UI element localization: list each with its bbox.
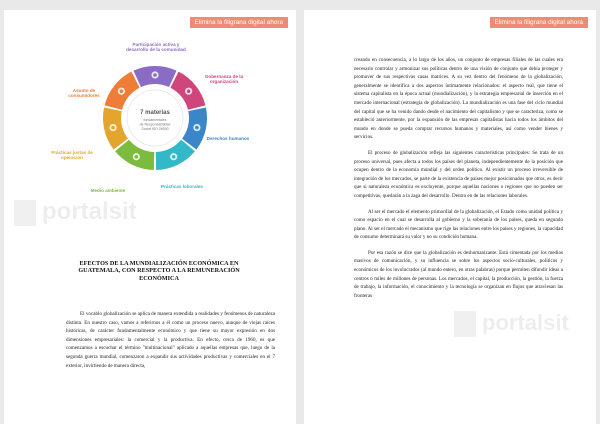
segment-label: Participación activa y desarrollo de la comunidad: [126, 42, 186, 53]
segment-label: Medio ambiente: [90, 188, 126, 193]
segment-label: Prácticas laborales: [161, 184, 203, 189]
watermark-mark-icon: [454, 311, 476, 337]
remove-watermark-button[interactable]: Elimina la filigrana digital ahora: [190, 17, 288, 28]
segment-icon-dot: [187, 89, 191, 93]
materias-wheel: [51, 36, 250, 206]
wheel-center-subtitle: Social ISO 26000: [141, 126, 169, 131]
watermark-text: portalsit: [42, 198, 137, 225]
wheel-center-title: 7 materias: [140, 110, 170, 116]
remove-watermark-button[interactable]: Elimina la filigrana digital ahora: [490, 17, 588, 28]
watermark-text: portalsit: [482, 310, 569, 335]
segment-icon-dot: [111, 126, 115, 130]
right-paragraph-3: Al ser el mercado el elemento primordial de la globalización, el Estado como unidad política y como espacio en el cual se desarrolla al gobierno y la soberanía de los países, queda en segundo plano. Al ser el mercado el mecanismo que rige las relaciones entre los países y regiones, la capacidad de consumo determinará su valor y no su condición humana.: [354, 208, 563, 241]
right-paragraph-1: creando en consecuencia, a lo largo de los años, un conjunto de empresas filiales de las cuales era necesario controlar y armonizar sus políticas dentro de una visión de conjunto que debía proteger y promover de sus respectivas casas matrices. A su vez dentro del fenómeno de la globalización, generalmente se identifica a dos aspectos íntimamente relacionados: el aspecto real, que tiene el sistema capitalista en la época actual (mundialización), y la estrategia empresarial de inserción en el mercado internacional (estrategia de globalización). La mundialización es una fase del ciclo mundial del capital que se ha venido dando desde el nacimiento del capitalismo y que se caracteriza, como se estableció anteriormente, por la expansión de las empresas capitalistas hacia todos los ámbitos del mundo en donde se pueda comprar recursos humanos y materiales, así como vender bienes y servicios.: [354, 57, 563, 141]
wheel-center-subtitle: de Responsabilidad: [139, 122, 171, 127]
segment-icon-dot: [153, 73, 157, 77]
segment-label: Asunto de consumidores: [68, 88, 100, 99]
segment-label: Gobernanza de la organización: [204, 74, 244, 85]
segment-icon-dot: [195, 126, 199, 130]
left-paragraph-1: El vocablo globalización se aplica de manera extendida a realidades y fenómenos de naturaleza distinta. En nuestro caso, vamos a referirnos a él como un proceso nuevo, aunque de viejas raíces históricas, de carácter fundamentalmente económico y que tiene su mayor expresión en dos dimensiones empresariales: la comercial y la productiva. En efecto, cerca de 1960, es que comenzamos a escuchar el término "multinacional" aplicado a aquellas empresas que, luego de la segunda guerra mundial, comenzaron a expandir sus actividades productivas y comerciales en el 7 exterior, invirtiendo de manera directa,: [66, 311, 275, 369]
section-heading: EFECTOS DE LA MUNDIALIZACIÓN ECONÓMICA EN GUATEMALA, CON RESPECTO A LA REMUNERACIÓN ECONÓMICA: [78, 260, 240, 282]
right-paragraph-2: El proceso de globalización refleja las siguientes características principales: Se trata de un proceso universal, pues afecta a todos los países del planeta, independientemente de la posición que ocupen dentro de la economía mundial y del orden político. Al existir un proceso irreversible de integración de los mercados, se parte de la existencia de países mejor posicionados que otros, es decir que si naturaleza económica es excluyente, porque aquellas naciones o regiones que no pueden ser competitivas, quedarán a la zaga del desarrollo. Dentro en de las relaciones laborales.: [354, 149, 563, 199]
left-body: [66, 310, 275, 377]
document-page-right: [304, 10, 596, 424]
segment-icon-dot: [135, 155, 139, 159]
segment-icon-dot: [120, 89, 124, 93]
segment-label: Prácticas justas de operación: [51, 150, 93, 161]
segment-label: Derechos humanos: [206, 136, 250, 141]
wheel-center-subtitle: fundamentales: [143, 118, 167, 122]
right-paragraph-4: Por esa razón se dice que la globalización es deshumanizante. Está cimentada por los medios masivos de comunicación, y su influencia se sobre los aspectos socio-culturales, políticos y económicos de los involucrados (al mundo entero, en otras palabras) porque permiten difundir ideas a centros o miles de millones de personas. Los mercados, el capital, la producción, la gestión, la fuerza de trabajo, la información, el conocimiento y la tecnología se organizan en flujos que atraviesan las fronteras: [354, 249, 563, 299]
iso-26000-diagram: [51, 36, 250, 206]
watermark-mark-icon: [14, 200, 36, 226]
document-page-left: [4, 10, 296, 424]
segment-icon-dot: [172, 155, 176, 159]
right-body: [354, 56, 563, 307]
watermark-logo: [454, 310, 569, 337]
